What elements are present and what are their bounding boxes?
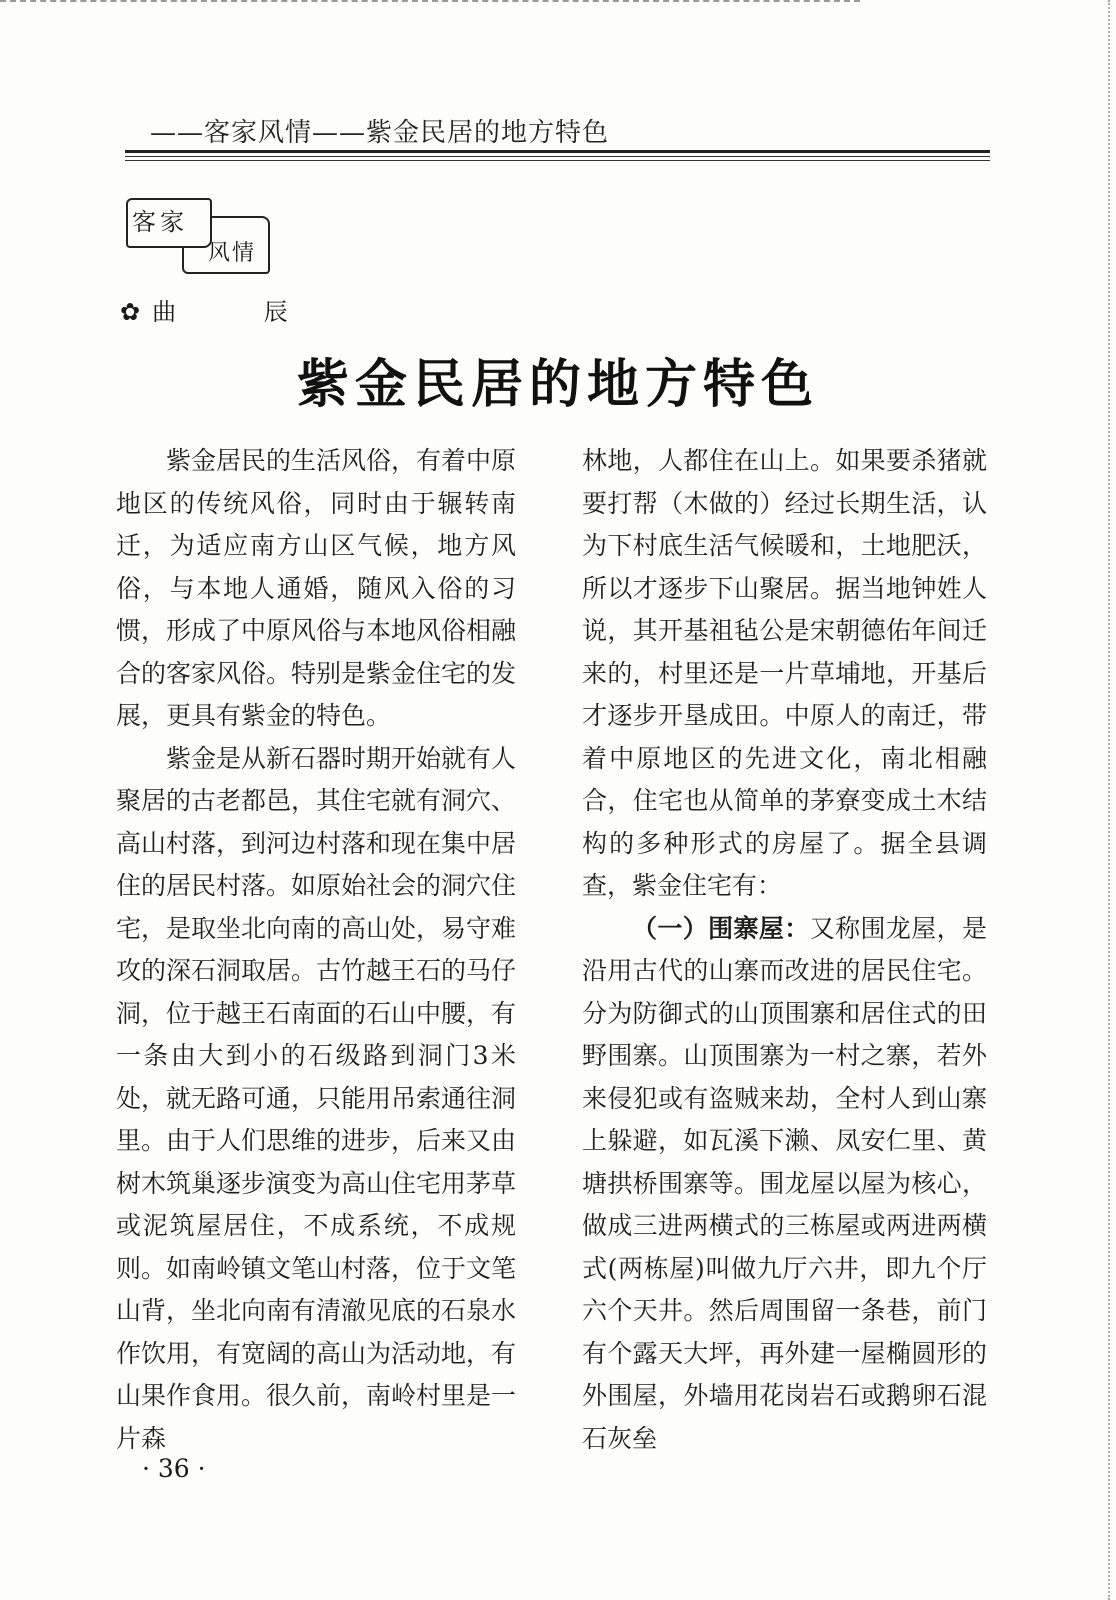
badge-text-upper: 客家 [132, 208, 188, 236]
header-rule-thin [125, 156, 990, 157]
section-heading: （一）围寨屋： [632, 913, 810, 943]
right-scan-border [1108, 0, 1116, 1600]
paragraph: 紫金是从新石器时期开始就有人聚居的古老都邑，其住宅就有洞穴、高山村落，到河边村落和现在集中居住的居民村落。如原始社会的洞穴住宅，是取坐北向南的高山处，易守难攻的深石洞取居。古竹越王石的马仔洞，位于越王石南面的石山中腰，有一条由大到小的石级路到洞门3米处，就无路可通，只能用吊索通往洞里。由于人们思维的进步，后来又由树木筑巢逐步演变为高山住宅用茅草或泥筑屋居住，不成系统，不成规则。如南岭镇文笔山村落，位于文笔山背，坐北向南有清澈见底的石泉水作饮用，有宽阔的高山为活动地，有山果作食用。很久前，南岭村里是一片森 [116, 743, 517, 1453]
page-number: · 36 · [142, 1454, 206, 1483]
header-rule-thick [125, 150, 990, 153]
paragraph: 紫金居民的生活风俗，有着中原地区的传统风俗，同时由于辗转南迁，为适应南方山区气候，地方风俗，与本地人通婚，随风入俗的习惯，形成了中原风俗与本地风俗相融合的客家风俗。特别是紫金住宅的发展，更具有紫金的特色。 [116, 446, 517, 730]
left-column [116, 440, 516, 1460]
author-line [120, 292, 328, 327]
flower-icon: ✿ [120, 298, 141, 326]
right-column [582, 440, 987, 1460]
paragraph [582, 908, 987, 1461]
article-title: 紫金民居的地方特色 [296, 355, 819, 415]
running-head: ——客家风情——紫金民居的地方特色 [150, 118, 610, 148]
header-rule-thin [125, 160, 990, 161]
header-rules [125, 150, 990, 161]
top-scan-border [0, 0, 860, 4]
column-badge [122, 196, 272, 280]
paragraph: 林地，人都住在山上。如果要杀猪就要打帮（木做的）经过长期生活，认为下村底生活气候暖和，土地肥沃，所以才逐步下山聚居。据当地钟姓人说，其开基祖毡公是宋朝德佑年间迁来的，村里还是一片草埔地，开基后才逐步开垦成田。中原人的南迁，带着中原地区的先进文化，南北相融合，住宅也从简单的茅寮变成土木结构的多种形式的房屋了。据全县调查，紫金住宅有： [582, 446, 987, 900]
paragraph-body: 又称围龙屋，是沿用古代的山寨而改进的居民住宅。分为防御式的山顶围寨和居住式的田野围寨。山顶围寨为一村之寨，若外来侵犯或有盗贼来劫，全村人到山寨上躲避，如瓦溪下濑、凤安仁里、黄塘拱桥围寨等。围龙屋以屋为核心，做成三进两横式的三栋屋或两进两横式(两栋屋)叫做九厅六井，即九个厅六个天井。然后周围留一条巷，前门有个露天大坪，再外建一屋椭圆形的外围屋，外墙用花岗岩石或鹅卵石混石灰垒 [582, 913, 987, 1453]
badge-text-lower: 风情 [208, 241, 257, 266]
author-name: 曲 辰 [152, 298, 328, 326]
